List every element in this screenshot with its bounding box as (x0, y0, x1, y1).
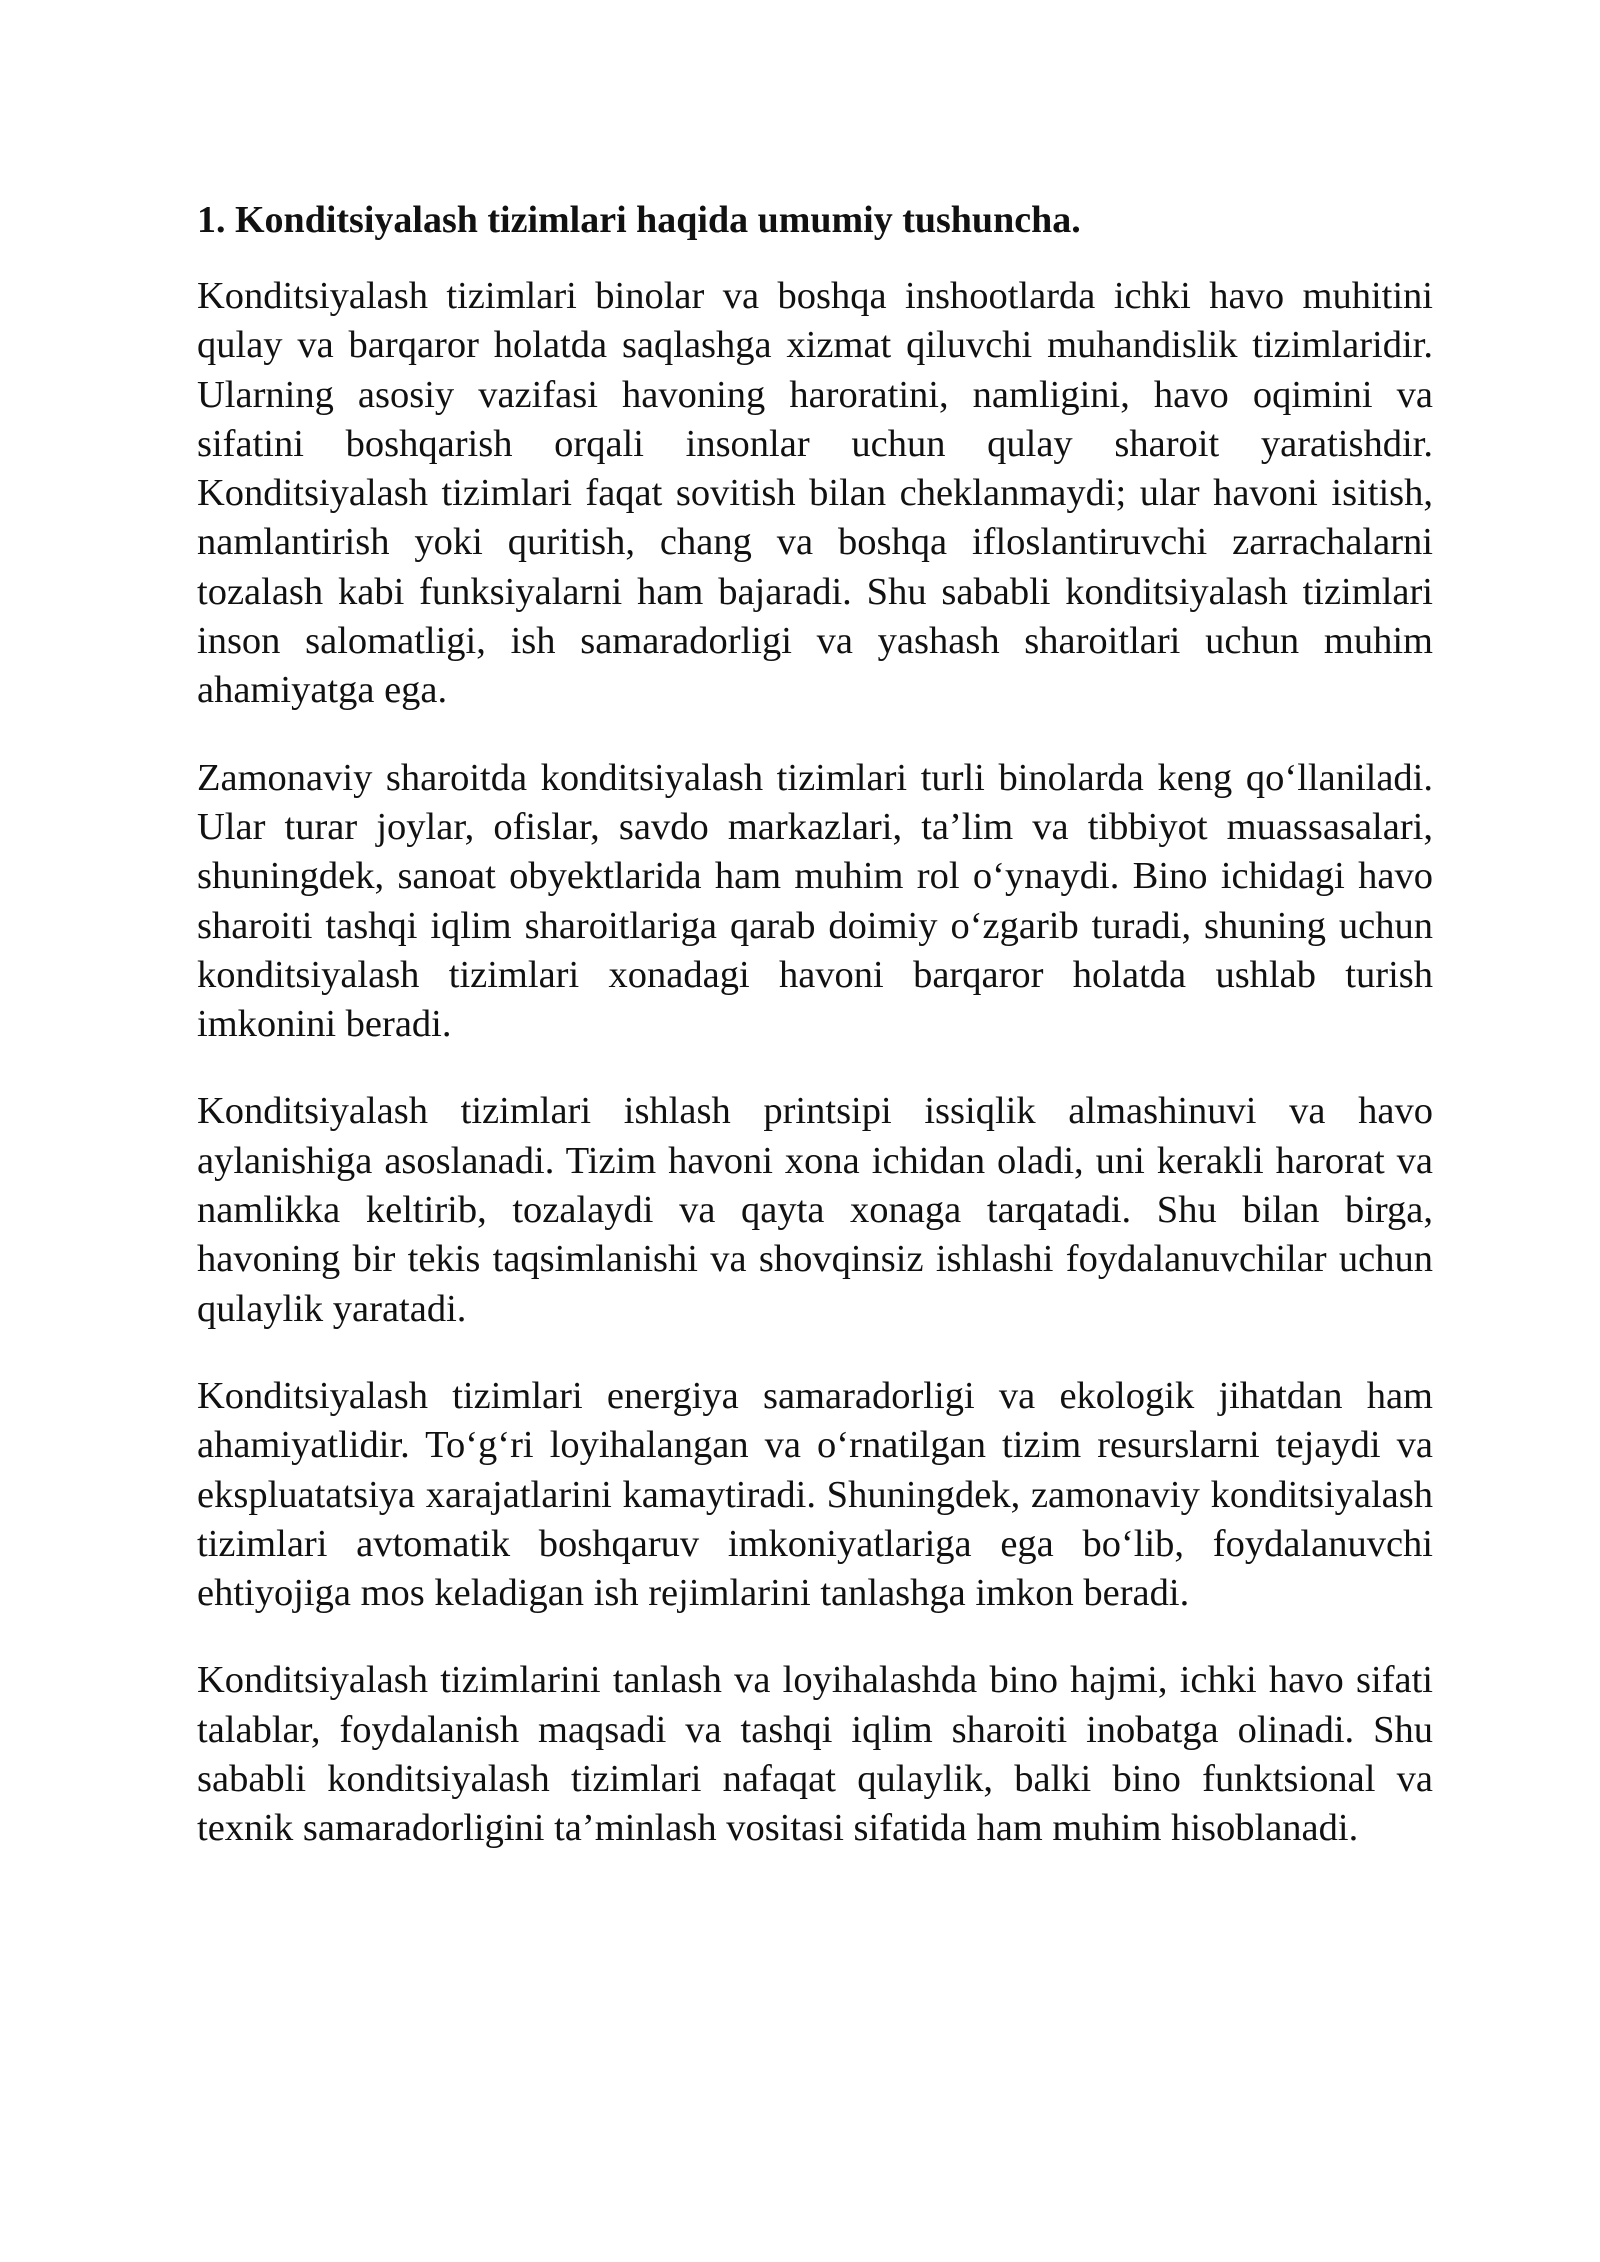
paragraph-intro: Konditsiyalash tizimlari binolar va boshqa inshootlarda ichki havo muhitini qulay va barqaror holatda saqlashga xizmat qiluvchi muhandislik tizimlaridir. Ularning asosiy vazifasi havoning haroratini, namligini, havo oqimini va sifatini boshqarish orqali insonlar uchun qulay sharoit yaratishdir. Konditsiyalash tizimlari faqat sovitish bilan cheklanmaydi; ular havoni isitish, namlantirish yoki quritish, chang va boshqa ifloslantiruvchi zarrachalarni tozalash kabi funksiyalarni ham bajaradi. Shu sababli konditsiyalash tizimlari inson salomatligi, ish samaradorligi va yashash sharoitlari uchun muhim ahamiyatga ega. (197, 275, 1433, 712)
paragraph-selection: Konditsiyalash tizimlarini tanlash va loyihalashda bino hajmi, ichki havo sifati talablar, foydalanish maqsadi va tashqi iqlim sharoiti inobatga olinadi. Shu sababli konditsiyalash tizimlari nafaqat qulaylik, balki bino funktsional va texnik samaradorligini ta’minlash vositasi sifatida ham muhim hisoblanadi. (197, 1659, 1433, 1850)
paragraph-principle: Konditsiyalash tizimlari ishlash printsipi issiqlik almashinuvi va havo aylanishiga asoslanadi. Tizim havoni xona ichidan oladi, uni kerakli harorat va namlikka keltirib, tozalaydi va qayta xonaga tarqatadi. Shu bilan birga, havoning bir tekis taqsimlanishi va shovqinsiz ishlashi foydalanuvchilar uchun qulaylik yaratadi. (197, 1090, 1433, 1330)
paragraph-efficiency: Konditsiyalash tizimlari energiya samaradorligi va ekologik jihatdan ham ahamiyatlidir. To‘g‘ri loyihalangan va o‘rnatilgan tizim resurslarni tejaydi va ekspluatatsiya xarajatlarini kamaytiradi. Shuningdek, zamonaviy konditsiyalash tizimlari avtomatik boshqaruv imkoniyatlariga ega bo‘lib, foydalanuvchi ehtiyojiga mos keladigan ish rejimlarini tanlashga imkon beradi. (197, 1374, 1433, 1615)
document-body (197, 196, 1433, 1892)
section-heading: 1. Konditsiyalash tizimlari haqida umumiy tushuncha. (197, 199, 1081, 241)
paragraph-usage: Zamonaviy sharoitda konditsiyalash tizimlari turli binolarda keng qo‘llaniladi. Ular turar joylar, ofislar, savdo markazlari, ta’lim va tibbiyot muassasalari, shuningdek, sanoat obyektlarida ham muhim rol o‘ynaydi. Bino ichidagi havo sharoiti tashqi iqlim sharoitlariga qarab doimiy o‘zgarib turadi, shuning uchun konditsiyalash tizimlari xonadagi havoni barqaror holatda ushlab turish imkonini beradi. (197, 756, 1433, 1046)
